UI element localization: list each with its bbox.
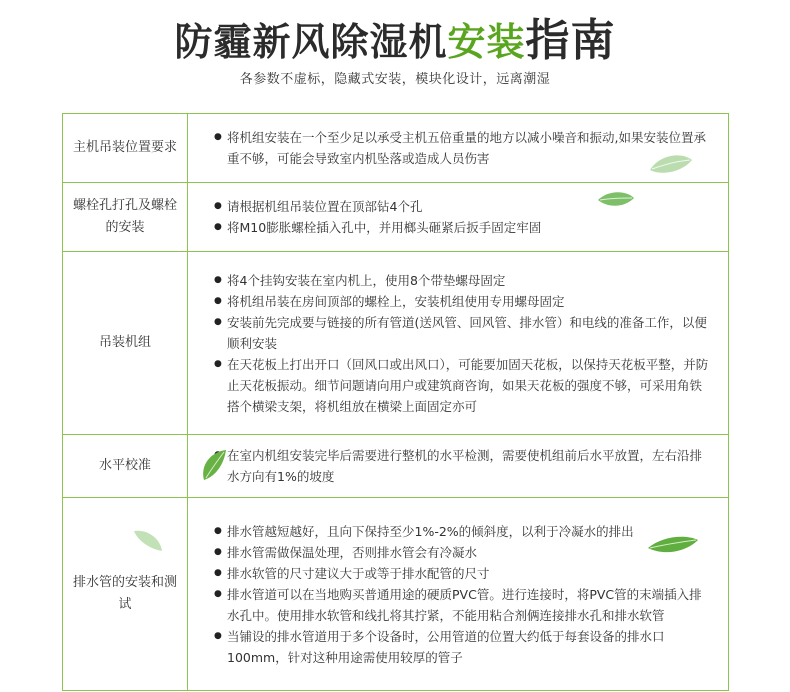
section-content xyxy=(188,252,729,435)
page-title xyxy=(0,16,790,67)
list-item: ● 排水管越短越好，且向下保持至少1%-2%的倾斜度，以利于冷凝水的排出 xyxy=(214,521,714,542)
list-item: ● 将4个挂钩安装在室内机上，使用8个带垫螺母固定 xyxy=(214,270,714,291)
list-item: ● 将机组安装在一个至少足以承受主机五倍重量的地方以减小噪音和振动,如果安装位置承重不够，可能会导致室内机坠落或造成人员伤害 xyxy=(214,127,714,169)
leaf-icon xyxy=(200,448,228,482)
leaf-icon xyxy=(646,534,700,556)
title-part-install: 安装 xyxy=(447,20,526,64)
section-label: 排水管的安装和测试 xyxy=(63,498,188,691)
page-subtitle: 各参数不虚标，隐藏式安装，模块化设计，远离潮湿 xyxy=(239,72,551,87)
list-item: ● 安装前先完成要与链接的所有管道(送风管、回风管、排水管）和电线的准备工作，以便顺利安装 xyxy=(214,312,714,354)
table-row xyxy=(63,252,729,435)
table-row xyxy=(63,435,729,498)
list-item: ● 排水管需做保温处理，否则排水管会有冷凝水 xyxy=(214,542,714,563)
leaf-icon xyxy=(132,527,164,553)
section-label: 螺栓孔打孔及螺栓的安装 xyxy=(63,183,188,252)
section-label: 吊装机组 xyxy=(63,252,188,435)
title-part-guide: 指南 xyxy=(525,15,616,66)
list-item: ● 将M10膨胀螺栓插入孔中，并用榔头砸紧后扳手固定牢固 xyxy=(214,217,714,238)
list-item: ● 将机组吊装在房间顶部的螺栓上，安装机组使用专用螺母固定 xyxy=(214,291,714,312)
list-item: ● 排水软管的尺寸建议大于或等于排水配管的尺寸 xyxy=(214,563,714,584)
list-item: ● 在天花板上打出开口（回风口或出风口），可能要加固天花板，以保持天花板平整，并防止天花板振动。细节问题请向用户或建筑商咨询，如果天花板的强度不够，可采用角铁搭个横梁支架，将机组放在横梁上面固定亦可 xyxy=(214,354,714,417)
table-row xyxy=(63,114,729,183)
section-content xyxy=(188,498,729,691)
list-item: ● 当铺设的排水管道用于多个设备时，公用管道的位置大约低于每套设备的排水口100mm，针对这种用途需使用较厚的管子 xyxy=(214,626,714,668)
list-item: ● 在室内机组安装完毕后需要进行整机的水平检测，需要使机组前后水平放置，左右沿排水方向有1%的坡度 xyxy=(214,445,714,487)
section-content xyxy=(188,183,729,252)
title-part-main: 防霾新风除湿机 xyxy=(174,20,448,64)
list-item: ● 请根据机组吊装位置在顶部钻4个孔 xyxy=(214,196,714,217)
section-label: 水平校准 xyxy=(63,435,188,498)
leaf-icon xyxy=(596,190,636,210)
section-content xyxy=(188,435,729,498)
leaf-icon xyxy=(648,150,694,178)
section-label: 主机吊装位置要求 xyxy=(63,114,188,183)
list-item: ● 排水管道可以在当地购买普通用途的硬质PVC管。进行连接时，将PVC管的末端插入排水孔中。使用排水软管和线扎将其拧紧，不能用粘合剂俩连接排水孔和排水软管 xyxy=(214,584,714,626)
